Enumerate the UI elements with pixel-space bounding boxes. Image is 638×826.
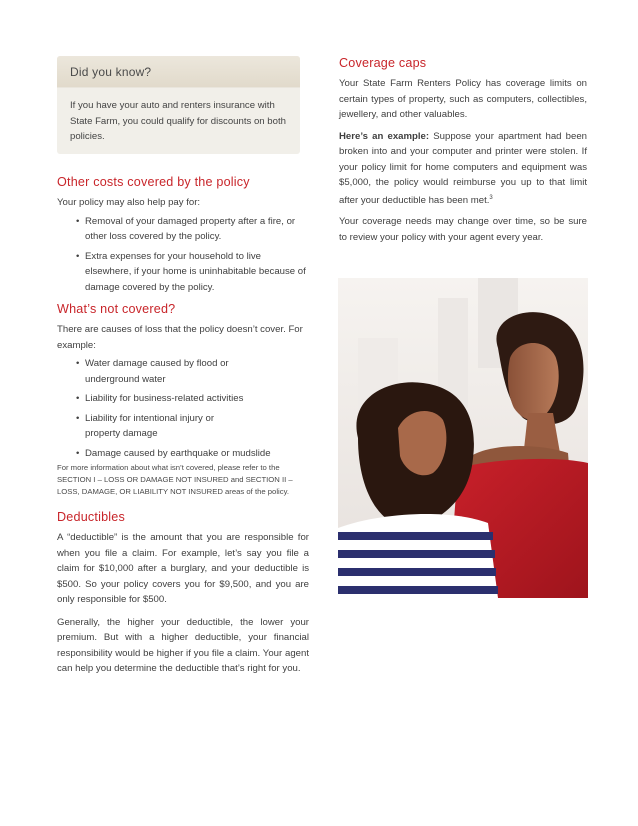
example-label: Here’s an example: [339, 130, 430, 142]
callout-body: If you have your auto and renters insurance with State Farm, you could qualify for discounts on both policies. [70, 100, 286, 142]
deductibles-para-2: Generally, the higher your deductible, the lower your premium. But with a higher deductible, your financial responsibility would be higher if you file a claim. Your agent can help you determine the deductible that’s right for you. [57, 616, 309, 674]
list-item: • Liability for business-related activities [57, 391, 309, 407]
coverage-caps-heading: Coverage caps [339, 56, 427, 70]
list-item: • Water damage caused by flood or underground water [57, 356, 309, 387]
other-costs-heading: Other costs covered by the policy [57, 175, 250, 189]
deductibles-para-1: A “deductible” is the amount that you are responsible for when you file a claim. For example, let’s say you file a claim for $10,000 after a burglary, and your deductible is $500. So your policy covers you for $9,500, and you are only responsible for $500. [57, 532, 309, 605]
not-covered-heading: What’s not covered? [57, 302, 176, 316]
coverage-caps-para-3: Your coverage needs may change over time, so be sure to review your policy with your agent every year. [339, 216, 587, 243]
other-costs-intro: Your policy may also help pay for: [57, 197, 201, 208]
list-item: • Damage caused by earthquake or mudslide [57, 446, 309, 462]
coverage-caps-example [339, 129, 587, 209]
list-item: • Extra expenses for your household to live elsewhere, if your home is uninhabitable because of damage covered by the policy. [57, 249, 309, 296]
list-item: • Removal of your damaged property after a fire, or other loss covered by the policy. [57, 214, 309, 245]
deductibles-heading: Deductibles [57, 510, 126, 524]
example-text: Suppose your apartment had been broken into and your computer and printer were stolen. If your policy limit for home computers and equipment was $5,000, the policy would reimburse you up to that limit after your deductible has been met. [339, 130, 587, 206]
did-you-know-callout [57, 56, 300, 154]
footnote-mark: 3 [489, 194, 493, 201]
deductibles-section [57, 510, 309, 677]
list-item: • Liability for intentional injury or property damage [57, 411, 309, 442]
not-covered-section [57, 302, 309, 465]
coverage-caps-section [339, 56, 587, 245]
coverage-caps-para-1: Your State Farm Renters Policy has coverage limits on certain types of property, such as computers, collectibles, jewellery, and other valuables. [339, 78, 587, 120]
callout-title: Did you know? [57, 56, 300, 88]
not-covered-intro: There are causes of loss that the policy doesn’t cover. For example: [57, 324, 303, 351]
not-covered-note: For more information about what isn’t covered, please refer to the SECTION I – LOSS OR DAMAGE NOT INSURED and SECTION II – LOSS, DAMAGE, OR LIABILITY NOT INSURED areas of the policy. [57, 463, 293, 496]
mother-daughter-photo [338, 278, 588, 598]
not-covered-note-block [57, 462, 312, 498]
other-costs-section [57, 175, 309, 299]
